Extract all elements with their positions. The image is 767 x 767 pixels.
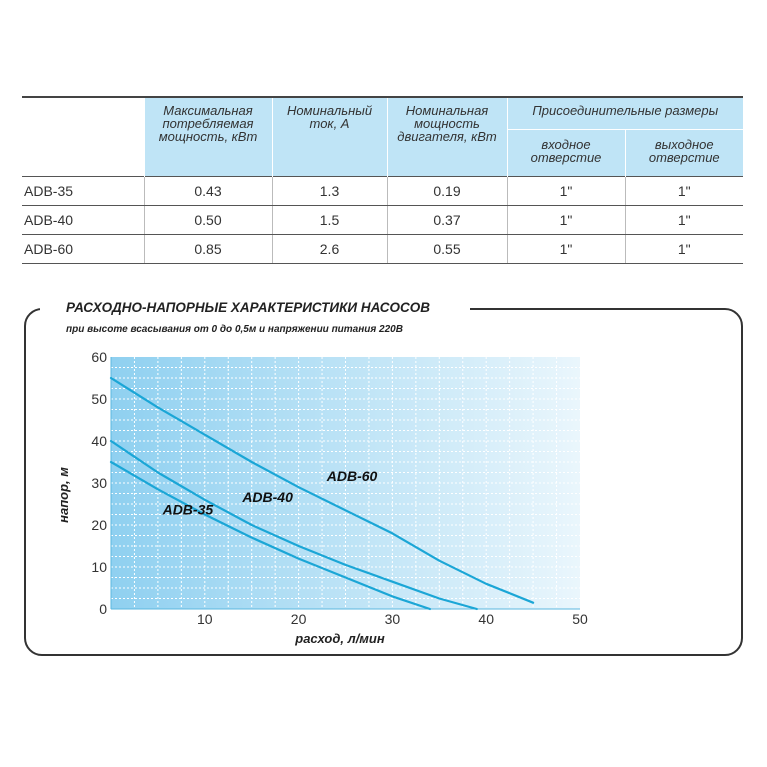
x-tick-label: 10 xyxy=(197,611,213,627)
series-label-adb-60: ADB-60 xyxy=(326,467,378,484)
current-cell: 1.3 xyxy=(272,177,387,206)
outlet-cell: 1" xyxy=(625,206,743,235)
motor-power-cell: 0.19 xyxy=(387,177,507,206)
x-tick-label: 20 xyxy=(290,611,307,627)
col-header-max-power: Максимальная потребляемая мощность, кВт xyxy=(144,97,272,177)
col-header-connection: Присоединительные размеры xyxy=(507,97,743,130)
y-tick-label: 50 xyxy=(91,391,107,407)
x-tick-label: 30 xyxy=(384,611,401,627)
chart-title: РАСХОДНО-НАПОРНЫЕ ХАРАКТЕРИСТИКИ НАСОСОВ xyxy=(66,300,430,315)
current-cell: 1.5 xyxy=(272,206,387,235)
max-power-cell: 0.50 xyxy=(144,206,272,235)
col-header-current: Номинальный ток, А xyxy=(272,97,387,177)
y-tick-label: 10 xyxy=(91,559,107,575)
series-label-adb-35: ADB-35 xyxy=(162,501,214,518)
col-header-inlet: входное отверстие xyxy=(507,130,625,177)
inlet-cell: 1" xyxy=(507,235,625,264)
motor-power-cell: 0.55 xyxy=(387,235,507,264)
max-power-cell: 0.85 xyxy=(144,235,272,264)
y-tick-label: 30 xyxy=(91,475,107,491)
outlet-cell: 1" xyxy=(625,235,743,264)
x-tick-label: 40 xyxy=(478,611,494,627)
y-tick-label: 20 xyxy=(91,517,107,533)
y-tick-label: 60 xyxy=(91,349,107,365)
model-cell: ADB-40 xyxy=(22,206,144,235)
inlet-cell: 1" xyxy=(507,206,625,235)
current-cell: 2.6 xyxy=(272,235,387,264)
max-power-cell: 0.43 xyxy=(144,177,272,206)
col-header-motor-power: Номинальная мощность двигателя, кВт xyxy=(387,97,507,177)
chart-subtitle: при высоте всасывания от 0 до 0,5м и напряжении питания 220В xyxy=(66,324,403,335)
col-header-outlet: выходное отверстие xyxy=(625,130,743,177)
y-axis-label: напор, м xyxy=(56,467,71,523)
inlet-cell: 1" xyxy=(507,177,625,206)
series-label-adb-40: ADB-40 xyxy=(242,488,293,505)
x-axis-label: расход, л/мин xyxy=(295,631,385,646)
outlet-cell: 1" xyxy=(625,177,743,206)
y-tick-label: 0 xyxy=(99,601,107,617)
motor-power-cell: 0.37 xyxy=(387,206,507,235)
model-cell: ADB-60 xyxy=(22,235,144,264)
model-cell: ADB-35 xyxy=(22,177,144,206)
y-tick-label: 40 xyxy=(91,433,107,449)
x-tick-label: 50 xyxy=(572,611,588,627)
